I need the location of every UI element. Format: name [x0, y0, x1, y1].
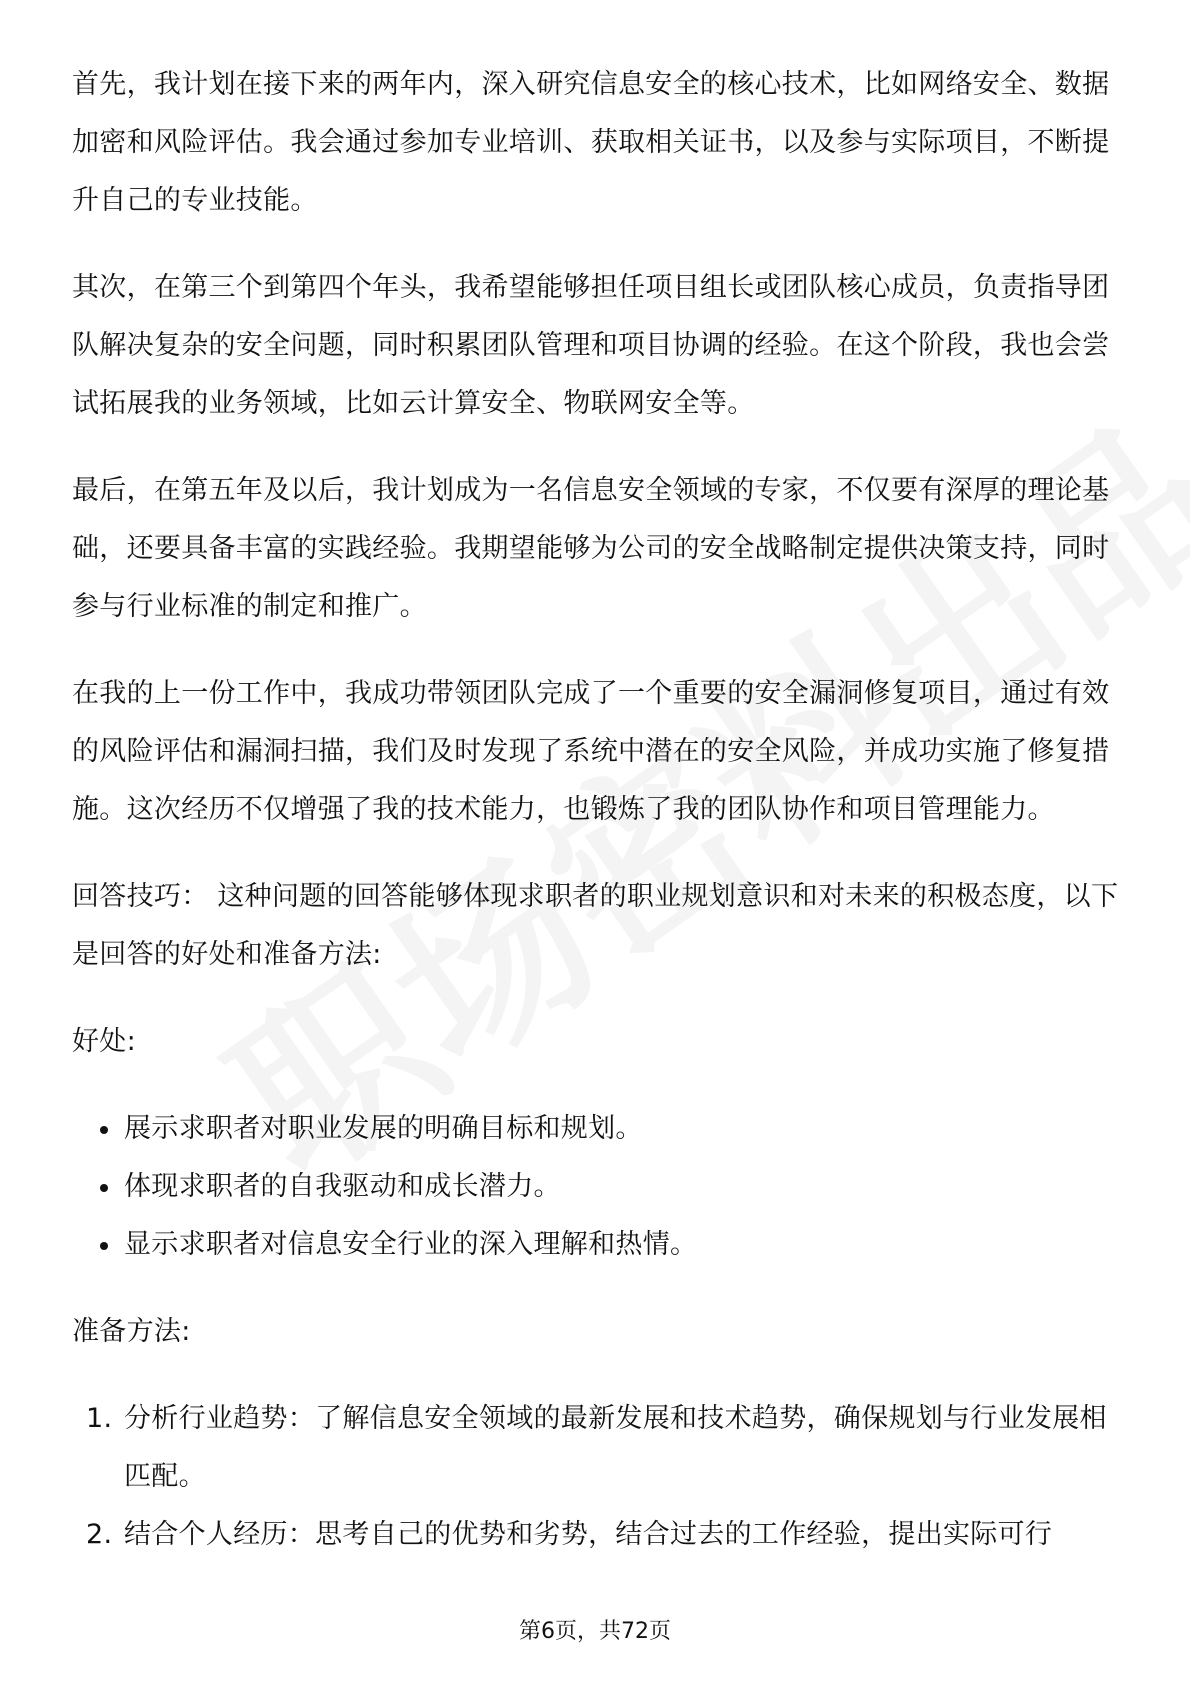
paragraph-career-plan-first: 首先，我计划在接下来的两年内，深入研究信息安全的核心技术，比如网络安全、数据加密和风险评估。我会通过参加专业培训、获取相关证书，以及参与实际项目，不断提升自己的专业技能。: [72, 69, 1110, 216]
paragraph-career-plan-second: 其次，在第三个到第四个年头，我希望能够担任项目组长或团队核心成员，负责指导团队解决复杂的安全问题，同时积累团队管理和项目协调的经验。在这个阶段，我也会尝试拓展我的业务领域，比如云计算安全、物联网安全等。: [72, 272, 1110, 419]
list-item-text: 结合个人经历：思考自己的优势和劣势，结合过去的工作经验，提出实际可行: [124, 1519, 1053, 1550]
list-item: 展示求职者对职业发展的明确目标和规划。: [72, 1100, 1120, 1158]
list-item: [72, 1506, 1120, 1564]
page-number-footer: 第6页，共72页: [519, 1619, 671, 1644]
list-item-text: 分析行业趋势：了解信息安全领域的最新发展和技术趋势，确保规划与行业发展相匹配。: [124, 1403, 1107, 1492]
benefits-list: [72, 1100, 1120, 1274]
list-number: 1.: [86, 1403, 113, 1434]
prep-list: [72, 1390, 1120, 1564]
paragraph-answer-tips: 回答技巧： 这种问题的回答能够体现求职者的职业规划意识和对未来的积极态度，以下是回答的好处和准备方法:: [72, 881, 1119, 970]
list-item: 显示求职者对信息安全行业的深入理解和热情。: [72, 1216, 1120, 1274]
benefits-heading: 好处:: [72, 1026, 136, 1057]
paragraph-career-plan-last: 最后，在第五年及以后，我计划成为一名信息安全领域的专家，不仅要有深厚的理论基础，还要具备丰富的实践经验。我期望能够为公司的安全战略制定提供决策支持，同时参与行业标准的制定和推广。: [72, 475, 1110, 622]
list-item: [72, 1390, 1120, 1506]
paragraph-previous-experience: 在我的上一份工作中，我成功带领团队完成了一个重要的安全漏洞修复项目，通过有效的风险评估和漏洞扫描，我们及时发现了系统中潜在的安全风险，并成功实施了修复措施。这次经历不仅增强了我的技术能力，也锻炼了我的团队协作和项目管理能力。: [72, 678, 1110, 825]
list-item: 体现求职者的自我驱动和成长潜力。: [72, 1158, 1120, 1216]
document-content: [72, 56, 1120, 1593]
list-number: 2.: [86, 1519, 113, 1550]
prep-heading: 准备方法:: [72, 1316, 191, 1347]
